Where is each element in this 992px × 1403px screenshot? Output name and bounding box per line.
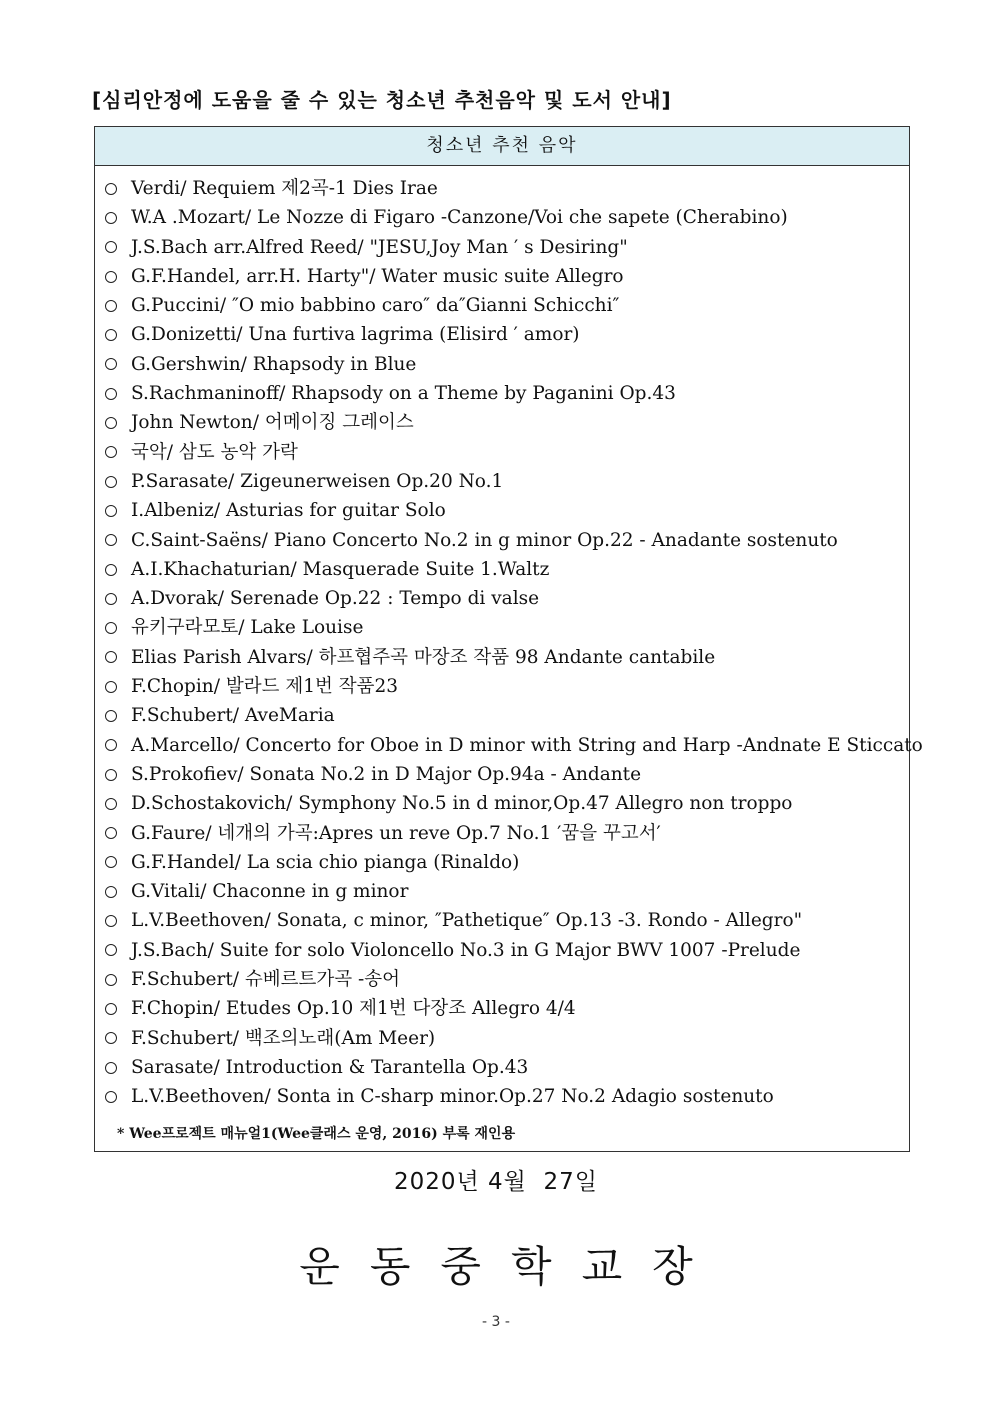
circle-bullet-icon xyxy=(105,681,117,693)
list-item xyxy=(105,438,909,467)
circle-bullet-icon xyxy=(105,329,117,341)
circle-bullet-icon xyxy=(105,798,117,810)
circle-bullet-icon xyxy=(105,886,117,898)
list-item-text: L.V.Beethoven/ Sonata, c minor, ″Pathetique″ Op.13 -3. Rondo - Allegro" xyxy=(131,910,803,932)
circle-bullet-icon xyxy=(105,974,117,986)
list-item-text: P.Sarasate/ Zigeunerweisen Op.20 No.1 xyxy=(131,470,504,492)
list-item-text: F.Schubert/ 백조의노래(Am Meer) xyxy=(131,1027,436,1049)
list-item xyxy=(105,789,909,818)
circle-bullet-icon xyxy=(105,476,117,488)
list-item-text: W.A .Mozart/ Le Nozze di Figaro -Canzone/Voi che sapete (Cherabino) xyxy=(131,207,788,229)
circle-bullet-icon xyxy=(105,446,117,458)
circle-bullet-icon xyxy=(105,1003,117,1015)
list-item-text: A.I.Khachaturian/ Masquerade Suite 1.Waltz xyxy=(131,558,550,580)
list-item-text: G.Puccini/ ″O mio babbino caro″ da″Gianni Schicchi″ xyxy=(131,295,620,317)
list-item xyxy=(105,233,909,262)
list-item-text: S.Prokofiev/ Sonata No.2 in D Major Op.94a - Andante xyxy=(131,763,642,785)
list-item xyxy=(105,291,909,320)
list-item xyxy=(105,1082,909,1111)
list-item xyxy=(105,877,909,906)
circle-bullet-icon xyxy=(105,1032,117,1044)
circle-bullet-icon xyxy=(105,300,117,312)
list-item xyxy=(105,584,909,613)
list-item-text: Elias Parish Alvars/ 하프협주곡 마장조 작품 98 Andante cantabile xyxy=(131,646,716,668)
list-item xyxy=(105,174,909,203)
list-item xyxy=(105,848,909,877)
circle-bullet-icon xyxy=(105,271,117,283)
circle-bullet-icon xyxy=(105,856,117,868)
list-item xyxy=(105,643,909,672)
list-item-text: Verdi/ Requiem 제2곡-1 Dies Irae xyxy=(131,178,438,199)
list-item-text: F.Chopin/ 발라드 제1번 작품23 xyxy=(131,676,399,698)
list-item-text: G.F.Handel, arr.H. Harty"/ Water music suite Allegro xyxy=(131,265,624,287)
list-item xyxy=(105,965,909,994)
circle-bullet-icon xyxy=(105,417,117,429)
list-item-text: John Newton/ 어메이징 그레이스 xyxy=(131,412,414,434)
list-item xyxy=(105,819,909,848)
list-item-text: G.Gershwin/ Rhapsody in Blue xyxy=(131,353,417,375)
circle-bullet-icon xyxy=(105,212,117,224)
circle-bullet-icon xyxy=(105,593,117,605)
list-item xyxy=(105,467,909,496)
list-item-text: J.S.Bach arr.Alfred Reed/ "JESU,Joy Man ′ s Desiring" xyxy=(131,236,628,258)
list-item xyxy=(105,701,909,730)
page-number: - 3 - xyxy=(482,1314,510,1330)
list-item-text: J.S.Bach/ Suite for solo Violoncello No.3 in G Major BWV 1007 -Prelude xyxy=(131,939,801,961)
table-header: 청소년 추천 음악 xyxy=(95,127,909,166)
list-item xyxy=(105,379,909,408)
list-item-text: F.Chopin/ Etudes Op.10 제1번 다장조 Allegro 4/4 xyxy=(131,998,576,1020)
list-item xyxy=(105,408,909,437)
circle-bullet-icon xyxy=(105,944,117,956)
list-item xyxy=(105,731,923,760)
document-date: 2020년 4월 27일 xyxy=(393,1169,599,1195)
source-note: * Wee프로젝트 매뉴얼1(Wee클래스 운영, 2016) 부록 재인용 xyxy=(117,1126,516,1142)
list-item-text: A.Dvorak/ Serenade Op.22 : Tempo di valse xyxy=(131,588,540,610)
circle-bullet-icon xyxy=(105,1091,117,1103)
list-item-text: F.Schubert/ AveMaria xyxy=(131,705,335,727)
circle-bullet-icon xyxy=(105,241,117,253)
list-item-text: G.F.Handel/ La scia chio pianga (Rinaldo) xyxy=(131,851,520,873)
list-item-text: Sarasate/ Introduction & Tarantella Op.43 xyxy=(131,1056,529,1078)
list-item xyxy=(105,350,909,379)
list-item-text: L.V.Beethoven/ Sonta in C-sharp minor.Op.27 No.2 Adagio sostenuto xyxy=(131,1086,774,1108)
circle-bullet-icon xyxy=(105,710,117,722)
list-item xyxy=(105,1024,909,1053)
list-item-text: 국악/ 삼도 농악 가락 xyxy=(131,441,298,463)
list-item xyxy=(105,555,909,584)
list-item xyxy=(105,936,909,965)
circle-bullet-icon xyxy=(105,183,117,195)
circle-bullet-icon xyxy=(105,739,117,751)
list-item xyxy=(105,526,909,555)
list-item-text: 유키구라모토/ Lake Louise xyxy=(131,617,364,639)
school-principal: 운동중학교장 xyxy=(299,1242,723,1291)
circle-bullet-icon xyxy=(105,564,117,576)
circle-bullet-icon xyxy=(105,505,117,517)
circle-bullet-icon xyxy=(105,827,117,839)
circle-bullet-icon xyxy=(105,651,117,663)
list-item-text: G.Vitali/ Chaconne in g minor xyxy=(131,881,409,903)
circle-bullet-icon xyxy=(105,534,117,546)
circle-bullet-icon xyxy=(105,915,117,927)
list-item xyxy=(105,994,909,1023)
list-item-text: A.Marcello/ Concerto for Oboe in D minor with String and Harp -Andnate E Sticcato xyxy=(131,734,923,756)
circle-bullet-icon xyxy=(105,388,117,400)
circle-bullet-icon xyxy=(105,1062,117,1074)
list-item-text: G.Donizetti/ Una furtiva lagrima (Elisird ′ amor) xyxy=(131,324,580,346)
recommended-music-table xyxy=(94,126,923,1152)
list-item-text: C.Saint-Saëns/ Piano Concerto No.2 in g minor Op.22 - Anadante sostenuto xyxy=(131,529,838,551)
list-item xyxy=(105,906,909,935)
list-item xyxy=(105,496,909,525)
circle-bullet-icon xyxy=(105,358,117,370)
list-item-text: G.Faure/ 네개의 가곡:Apres un reve Op.7 No.1 ′꿈을 꾸고서′ xyxy=(131,822,661,844)
music-list xyxy=(95,166,923,1112)
circle-bullet-icon xyxy=(105,622,117,634)
list-item xyxy=(105,760,909,789)
list-item xyxy=(105,320,909,349)
circle-bullet-icon xyxy=(105,769,117,781)
list-item xyxy=(105,203,909,232)
list-item-text: I.Albeniz/ Asturias for guitar Solo xyxy=(131,500,446,522)
list-item xyxy=(105,262,909,291)
list-item xyxy=(105,613,909,642)
list-item xyxy=(105,672,909,701)
list-item-text: F.Schubert/ 슈베르트가곡 -송어 xyxy=(131,969,400,991)
page-heading: [심리안정에 도움을 줄 수 있는 청소년 추천음악 및 도서 안내] xyxy=(92,88,672,112)
list-item xyxy=(105,1053,909,1082)
list-item-text: S.Rachmaninoff/ Rhapsody on a Theme by Paganini Op.43 xyxy=(131,383,676,405)
list-item-text: D.Schostakovich/ Symphony No.5 in d minor,Op.47 Allegro non troppo xyxy=(131,793,793,815)
